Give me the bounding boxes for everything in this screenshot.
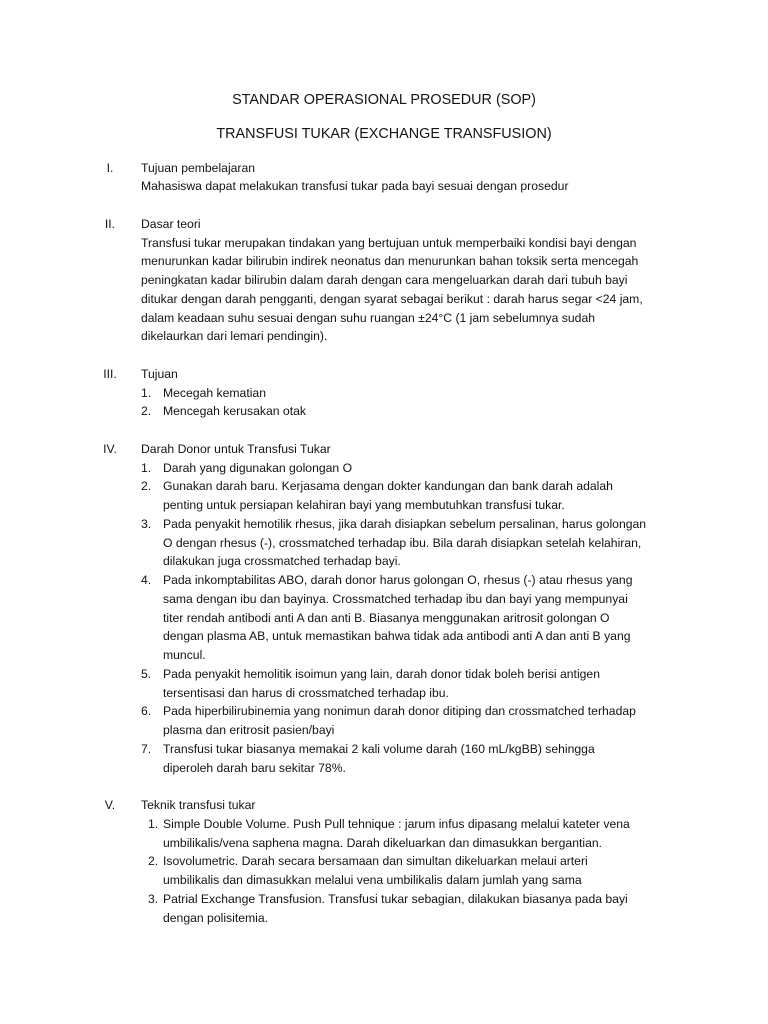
section-header	[0, 365, 768, 384]
list-item-line	[0, 721, 768, 740]
list-text: titer rendah antibodi anti A dan anti B. Biasanya menggunakan aritrosit golongan O	[163, 610, 610, 625]
list-text: Pada penyakit hemotilik rhesus, jika darah disiapkan sebelum persalinan, harus golongan	[163, 516, 647, 531]
list-text: Isovolumetric. Darah secara bersamaan dan simultan dikeluarkan melaui arteri	[163, 854, 588, 869]
list-item-line	[0, 909, 768, 928]
list-text: O dengan rhesus (-), crossmatched terhadap ibu. Bila darah disiapkan setelah kelahiran,	[163, 535, 642, 550]
section-heading: Dasar teori	[141, 216, 201, 231]
list-number: 7.	[141, 741, 152, 756]
paragraph-text: Mahasiswa dapat melakukan transfusi tukar pada bayi sesuai dengan prosedur	[141, 179, 569, 194]
list-item-line	[0, 496, 768, 515]
list-number: 2.	[141, 404, 152, 419]
list-item	[0, 665, 768, 703]
section-header	[0, 215, 768, 234]
section-tujuan-pembelajaran	[0, 159, 768, 197]
list-text: Transfusi tukar biasanya memakai 2 kali volume darah (160 mL/kgBB) sehingga	[163, 741, 595, 756]
document-title: STANDAR OPERASIONAL PROSEDUR (SOP)	[232, 92, 536, 108]
list-item-line	[0, 740, 768, 759]
paragraph-line	[0, 177, 768, 196]
list-item	[0, 477, 768, 515]
section-numeral: II.	[104, 216, 116, 231]
list-item-line	[0, 552, 768, 571]
list-text: umbilikalis dan dimasukkan melalui vena umbilikalis dalam jumlah yang sama	[163, 873, 582, 888]
list-text: Mecegah kematian	[163, 385, 266, 400]
list-number: 5.	[141, 666, 152, 681]
paragraph-text: Transfusi tukar merupakan tindakan yang bertujuan untuk memperbaiki kondisi bayi dengan	[141, 235, 637, 250]
list-item	[0, 740, 768, 778]
list-item-line	[0, 477, 768, 496]
list-item-line	[0, 834, 768, 853]
list-number: 1.	[141, 385, 152, 400]
list-item-line	[0, 646, 768, 665]
paragraph-line	[0, 309, 768, 328]
section-heading: Tujuan pembelajaran	[141, 160, 256, 175]
list-item-line	[0, 702, 768, 721]
section-numeral: I.	[106, 160, 114, 175]
list-item-line	[0, 459, 768, 478]
list-item	[0, 815, 768, 853]
list-item	[0, 571, 768, 665]
paragraph-line	[0, 234, 768, 253]
list-item	[0, 384, 768, 403]
section-numeral: III.	[103, 366, 117, 381]
paragraph-line	[0, 271, 768, 290]
list-text: sama dengan ibu dan bayinya. Crossmatched terhadap ibu dan bayi yang mempunyai	[163, 591, 628, 606]
list-number: 1.	[148, 816, 159, 831]
list-text: Mencegah kerusakan otak	[163, 404, 306, 419]
list-item	[0, 515, 768, 571]
paragraph-line	[0, 327, 768, 346]
blank-line	[0, 346, 768, 365]
list-item	[0, 702, 768, 740]
list-text: tersentisasi dan harus di crossmatched terhadap ibu.	[163, 685, 449, 700]
list-item-line	[0, 759, 768, 778]
list-item-line	[0, 852, 768, 871]
paragraph-line	[0, 252, 768, 271]
list-item-line	[0, 590, 768, 609]
list-number: 2.	[141, 479, 152, 494]
section-heading: Teknik transfusi tukar	[141, 798, 256, 813]
list-item-line	[0, 609, 768, 628]
title-block	[0, 83, 768, 151]
list-item	[0, 852, 768, 890]
list-item-line	[0, 665, 768, 684]
list-number: 3.	[148, 891, 159, 906]
list-item-line	[0, 627, 768, 646]
paragraph-text: dalam keadaan suhu sesuai dengan suhu ruangan ±24°C (1 jam sebelumnya sudah	[141, 310, 596, 325]
list-number: 3.	[141, 516, 152, 531]
list-number: 1.	[141, 460, 152, 475]
list-item	[0, 402, 768, 421]
list-text: Simple Double Volume. Push Pull tehnique : jarum infus dipasang melalui kateter vena	[163, 816, 630, 831]
section-header	[0, 440, 768, 459]
list-item-line	[0, 515, 768, 534]
list-text: penting untuk persiapan kelahiran bayi yang membutuhkan transfusi tukar.	[163, 498, 565, 513]
paragraph-text: dikelaurkan dari lemari pendingin).	[141, 329, 328, 344]
list-text: diperoleh darah baru sekitar 78%.	[163, 760, 346, 775]
section-darah-donor	[0, 440, 768, 778]
list-text: Pada hiperbilirubinemia yang nonimun darah donor ditiping dan crossmatched terhadap	[163, 704, 636, 719]
section-header	[0, 796, 768, 815]
list-text: umbilikalis/vena saphena magna. Darah dikeluarkan dan dimasukkan bergantian.	[163, 835, 603, 850]
list-item-line	[0, 402, 768, 421]
list-item-line	[0, 871, 768, 890]
list-item-line	[0, 534, 768, 553]
list-text: plasma dan eritrosit pasien/bayi	[163, 723, 335, 738]
section-tujuan	[0, 365, 768, 421]
list-text: dengan plasma AB, untuk memastikan bahwa tidak ada antibodi anti A dan anti B yang	[163, 629, 631, 644]
list-text: Patrial Exchange Transfusion. Transfusi tukar sebagian, dilakukan biasanya pada bayi	[163, 891, 628, 906]
list-item	[0, 459, 768, 478]
section-heading: Darah Donor untuk Transfusi Tukar	[141, 441, 331, 456]
section-dasar-teori	[0, 215, 768, 346]
paragraph-text: ditukar dengan darah pengganti, dengan syarat sebagai berikut : darah harus segar <24 jam,	[141, 291, 643, 306]
section-heading: Tujuan	[141, 366, 178, 381]
section-numeral: V.	[104, 798, 116, 813]
list-text: Gunakan darah baru. Kerjasama dengan dokter kandungan dan bank darah adalah	[163, 479, 613, 494]
paragraph-text: peningkatan kadar bilirubin dalam darah dengan cara mengeluarkan darah dari tubuh bayi	[141, 273, 628, 288]
list-number: 4.	[141, 573, 152, 588]
list-item-line	[0, 890, 768, 909]
section-teknik-transfusi	[0, 796, 768, 927]
section-header	[0, 159, 768, 178]
list-number: 2.	[148, 854, 159, 869]
list-text: Pada penyakit hemolitik isoimun yang lain, darah donor tidak boleh berisi antigen	[163, 666, 600, 681]
list-item-line	[0, 815, 768, 834]
list-item-line	[0, 571, 768, 590]
blank-line	[0, 777, 768, 796]
list-text: Darah yang digunakan golongan O	[163, 460, 353, 475]
list-text: muncul.	[163, 648, 206, 663]
paragraph-line	[0, 290, 768, 309]
blank-line	[0, 421, 768, 440]
list-text: Pada inkomptabilitas ABO, darah donor harus golongan O, rhesus (-) atau rhesus yang	[163, 573, 633, 588]
section-numeral: IV.	[103, 441, 117, 456]
list-item-line	[0, 384, 768, 403]
document-body	[0, 159, 768, 928]
blank-line	[0, 196, 768, 215]
document-subtitle: TRANSFUSI TUKAR (EXCHANGE TRANSFUSION)	[216, 126, 552, 142]
list-number: 6.	[141, 704, 152, 719]
list-item-line	[0, 684, 768, 703]
list-item	[0, 890, 768, 928]
list-text: dengan polisitemia.	[163, 910, 269, 925]
list-text: dilakukan juga crossmatched terhadap bayi.	[163, 554, 401, 569]
paragraph-text: menurunkan kadar bilirubin indirek neonatus dan menurunkan bahan toksik serta mencegah	[141, 254, 639, 269]
